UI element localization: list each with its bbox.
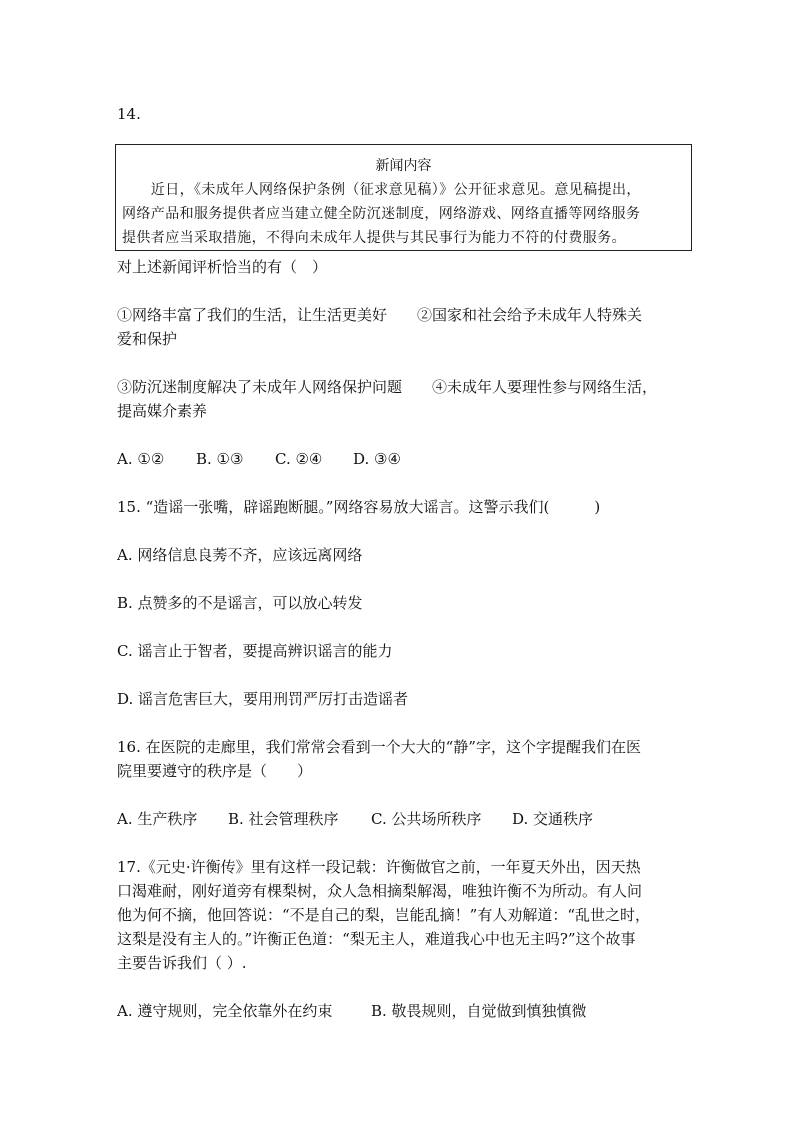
- q15-option-a[interactable]: A. 网络信息良莠不齐，应该远离网络: [117, 546, 363, 564]
- news-box: [115, 144, 692, 251]
- news-line: 提供者应当采取措施，不得向未成年人提供与其民事行为能力不符的付费服务。: [122, 230, 626, 246]
- q14-statement-line: ③防沉迷制度解决了未成年人网络保护问题 ④未成年人要理性参与网络生活，: [117, 378, 658, 396]
- q14-statement-line: 提高媒介素养: [117, 402, 208, 420]
- q17-option-a[interactable]: A. 遵守规则，完全依靠外在约束: [117, 1002, 333, 1020]
- q14-option-b[interactable]: B. ①③: [196, 450, 244, 468]
- q14-option-a[interactable]: A. ①②: [117, 450, 165, 468]
- q17-option-b[interactable]: B. 敬畏规则，自觉做到慎独慎微: [371, 1002, 587, 1020]
- q17-stem-line: 这梨是没有主人的。”许衡正色道：“梨无主人，难道我心中也无主吗?”这个故事: [117, 930, 636, 948]
- q16-option-c[interactable]: C. 公共场所秩序: [371, 810, 482, 828]
- q17-stem-line: 主要告诉我们（ ）.: [117, 954, 247, 972]
- q15-option-c[interactable]: C. 谣言止于智者，要提高辨识谣言的能力: [117, 642, 393, 660]
- q16-stem-line: 16. 在医院的走廊里，我们常常会看到一个大大的“静”字，这个字提醒我们在医: [117, 738, 641, 756]
- q15-option-d[interactable]: D. 谣言危害巨大，要用刑罚严厉打击造谣者: [117, 690, 409, 708]
- q17-stem-line: 口渴难耐，刚好道旁有棵梨树，众人急相摘梨解渴，唯独许衡不为所动。有人问: [117, 882, 643, 900]
- news-line: 网络产品和服务提供者应当建立健全防沉迷制度，网络游戏、网络直播等网络服务: [122, 206, 641, 222]
- q16-option-b[interactable]: B. 社会管理秩序: [228, 810, 339, 828]
- news-title: 新闻内容: [375, 158, 432, 174]
- q14-number: 14.: [117, 105, 141, 123]
- news-line: 近日，《未成年人网络保护条例（征求意见稿）》公开征求意见。意见稿提出，: [122, 182, 641, 198]
- q17-stem-line: 他为何不摘，他回答说：“不是自己的梨，岂能乱摘！”有人劝解道：“乱世之时，: [117, 906, 651, 924]
- q14-stem: 对上述新闻评析恰当的有（ ）: [117, 258, 328, 276]
- q17-stem-line: 17.《元史·许衡传》里有这样一段记载：许衡做官之前，一年夏天外出，因天热: [117, 858, 641, 876]
- q14-option-c[interactable]: C. ②④: [275, 450, 323, 468]
- q14-statement-line: 爱和保护: [117, 330, 178, 348]
- q14-statement-line: ①网络丰富了我们的生活，让生活更美好 ②国家和社会给予未成年人特殊关: [117, 306, 643, 324]
- q15-stem: 15. “造谣一张嘴，辟谣跑断腿。”网络容易放大谣言。这警示我们( ): [117, 498, 601, 516]
- q15-option-b[interactable]: B. 点赞多的不是谣言，可以放心转发: [117, 594, 363, 612]
- q14-option-d[interactable]: D. ③④: [353, 450, 401, 468]
- q16-option-a[interactable]: A. 生产秩序: [117, 810, 198, 828]
- q16-option-d[interactable]: D. 交通秩序: [512, 810, 594, 828]
- q16-stem-line: 院里要遵守的秩序是（ ）: [117, 762, 313, 780]
